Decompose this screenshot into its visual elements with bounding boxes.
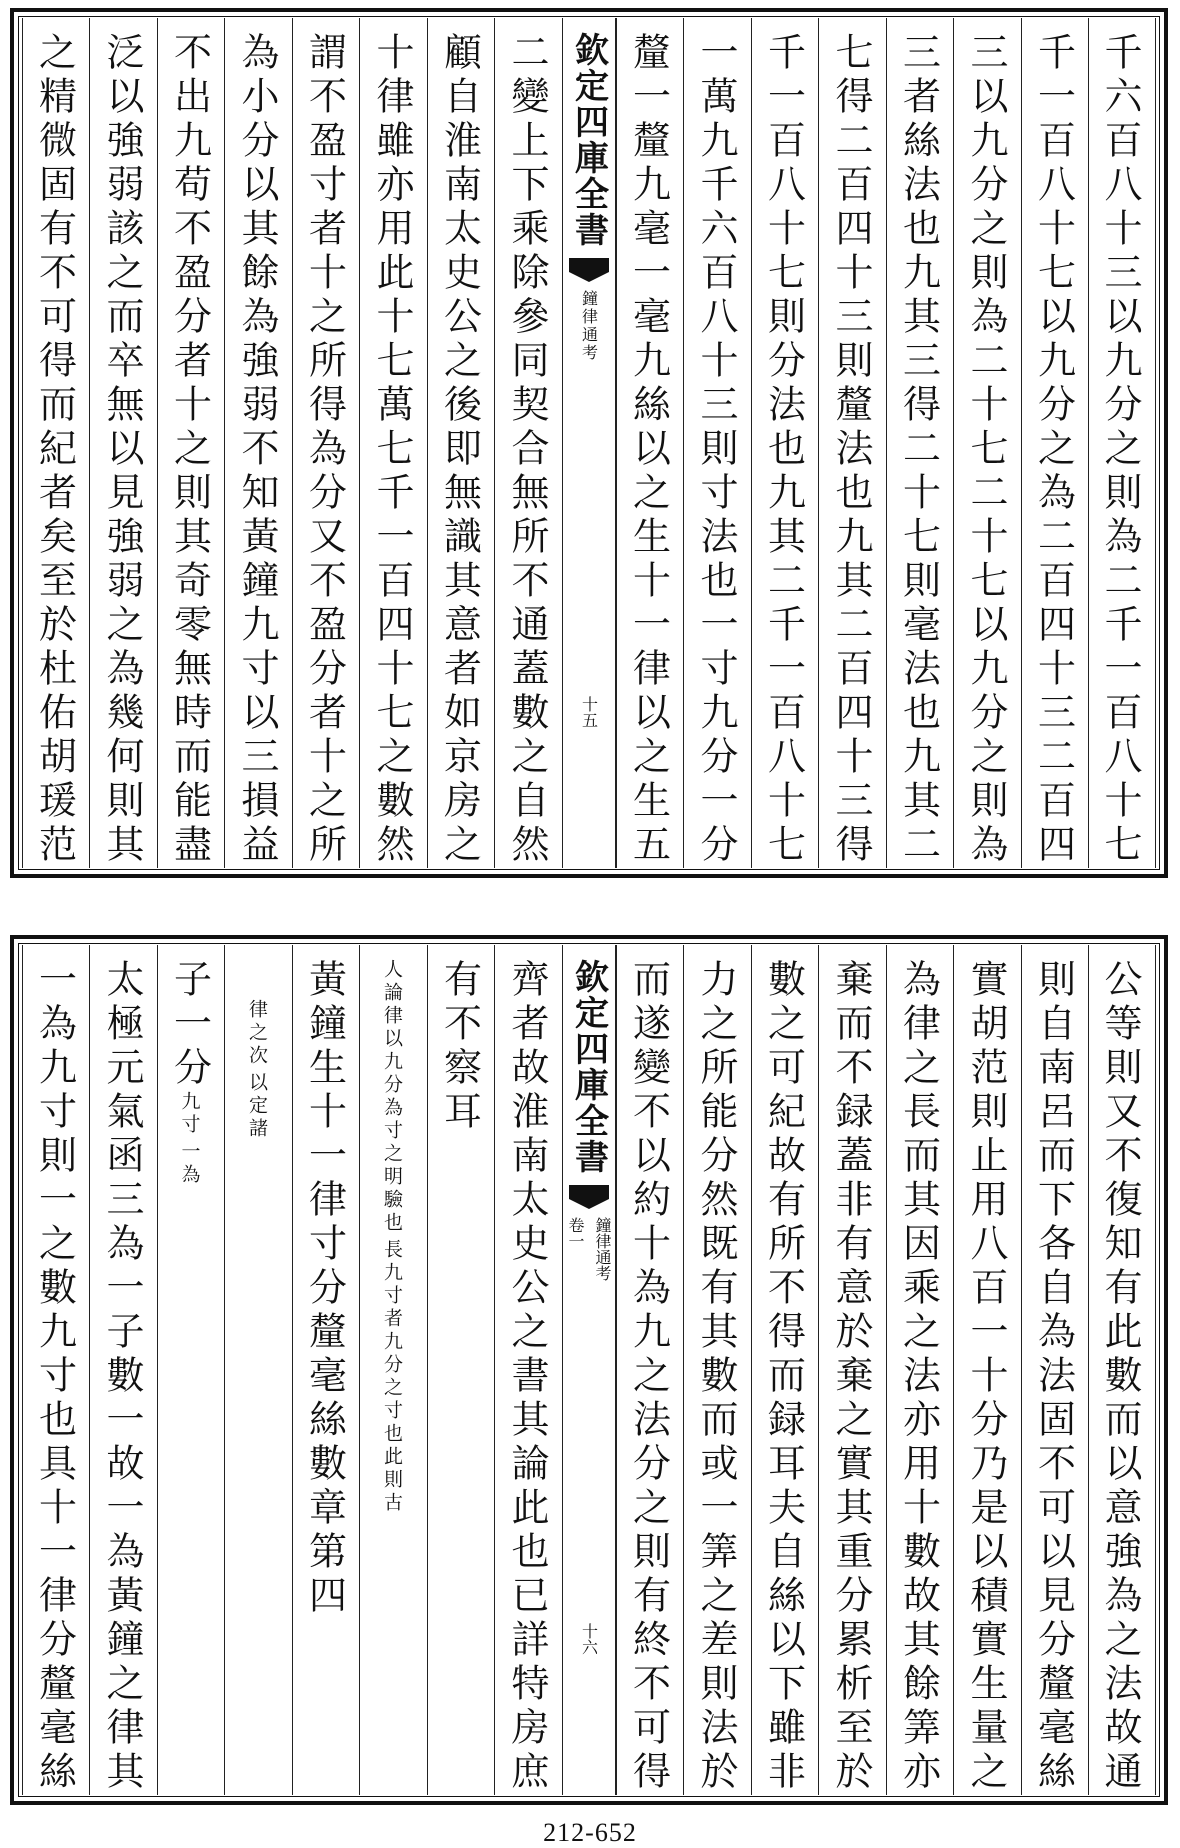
catalog-number: 212-652 (543, 1818, 637, 1847)
text-column: 為律之長而其因乘之法亦用十數故其餘筭亦 (886, 945, 954, 1795)
text-column (292, 945, 360, 1795)
chapter-heading: 黃鐘生十一律寸分釐毫絲數章第四 (302, 959, 347, 1619)
text-column: 十律雖亦用此十七萬七千一百四十七之數然 (359, 18, 427, 868)
fish-tail-mark-icon (569, 1185, 609, 1207)
book-title: 鐘律通考 (592, 1217, 612, 1281)
text-column: 謂不盈寸者十之所得為分又不盈分者十之所 (292, 18, 360, 868)
text-column: 顧自淮南太史公之後即無識其意者如京房之 (427, 18, 495, 868)
text-column (359, 945, 427, 1795)
collection-title: 欽定四庫全書 (568, 959, 609, 1175)
text-column: 千一百八十七則分法也九其二千一百八十七 (751, 18, 819, 868)
top-columns (22, 18, 1156, 868)
text-column: 一萬九千六百八十三則寸法也一寸九分一分 (683, 18, 751, 868)
text-column: 釐一釐九毫一毫九絲以之生十一律以之生五 (616, 18, 684, 868)
text-column: 千一百八十七以九分之為二百四十三二百四 (1021, 18, 1089, 868)
text-column (157, 945, 225, 1795)
volume-label: 卷一 (565, 1217, 585, 1249)
top-page (10, 8, 1168, 878)
book-title: 鐘律通考 (579, 290, 599, 362)
text-column: 七得二百四十三則釐法也九其二百四十三得 (818, 18, 886, 868)
annotation: 以定諸 律之次 (245, 999, 268, 1141)
fish-tail-mark-icon (569, 258, 609, 280)
leaf-number: 十六 (579, 1623, 599, 1655)
text-column (427, 945, 495, 1795)
text-column: 棄而不録蓋非有意於棄之實其重分累析至於 (818, 945, 886, 1795)
leaf-number: 十五 (579, 696, 599, 728)
text-column: 力之所能分然既有其數而或一筭之差則法於 (683, 945, 751, 1795)
text-column: 三者絲法也九其三得二十七則毫法也九其二 (886, 18, 954, 868)
text-column: 則自南呂而下各自為法固不可以見分釐毫絲 (1021, 945, 1089, 1795)
text-column: 數之可紀故有所不得而録耳夫自絲以下雖非 (751, 945, 819, 1795)
text-column: 實胡范則止用八百一十分乃是以積實生量之 (953, 945, 1021, 1795)
annotation: 一為 九寸 (178, 1091, 201, 1187)
center-banner (562, 945, 616, 1795)
text-column: 為小分以其餘為強弱不知黃鐘九寸以三損益 (224, 18, 292, 868)
book-title-block (564, 1217, 614, 1281)
text-column: 公等則又不復知有此數而以意強為之法故通 (1088, 945, 1156, 1795)
bottom-columns (22, 945, 1156, 1795)
main-text: 子一分 (167, 959, 212, 1091)
text-column: 泛以強弱該之而卒無以見強弱之為幾何則其 (89, 18, 157, 868)
text-column: 不出九苟不盈分者十之則其奇零無時而能盡 (157, 18, 225, 868)
center-banner (562, 18, 616, 868)
bottom-page (10, 935, 1168, 1805)
text-column: 太極元氣函三為一子數一故一為黃鐘之律其 (89, 945, 157, 1795)
text-column: 之精微固有不可得而紀者矣至於杜佑胡瑗范 (22, 18, 90, 868)
text-column: 一為九寸則一之數九寸也具十一律分釐毫絲 (22, 945, 90, 1795)
text-column: 而遂變不以約十為九之法分之則有終不可得 (616, 945, 684, 1795)
collection-title: 欽定四庫全書 (568, 32, 609, 248)
annotation: 長九寸者九分之寸也此則古 人論律以九分為寸之明驗也 (380, 959, 403, 1515)
main-text: 有不察耳 (437, 959, 482, 1135)
text-column: 齊者故淮南太史公之書其論此也已詳特房庶 (494, 945, 562, 1795)
text-column: 千六百八十三以九分之則為二千一百八十七 (1088, 18, 1156, 868)
text-column: 三以九分之則為二十七二十七以九分之則為 (953, 18, 1021, 868)
text-column: 二變上下乘除參同契合無所不通蓋數之自然 (494, 18, 562, 868)
text-column (224, 945, 292, 1795)
